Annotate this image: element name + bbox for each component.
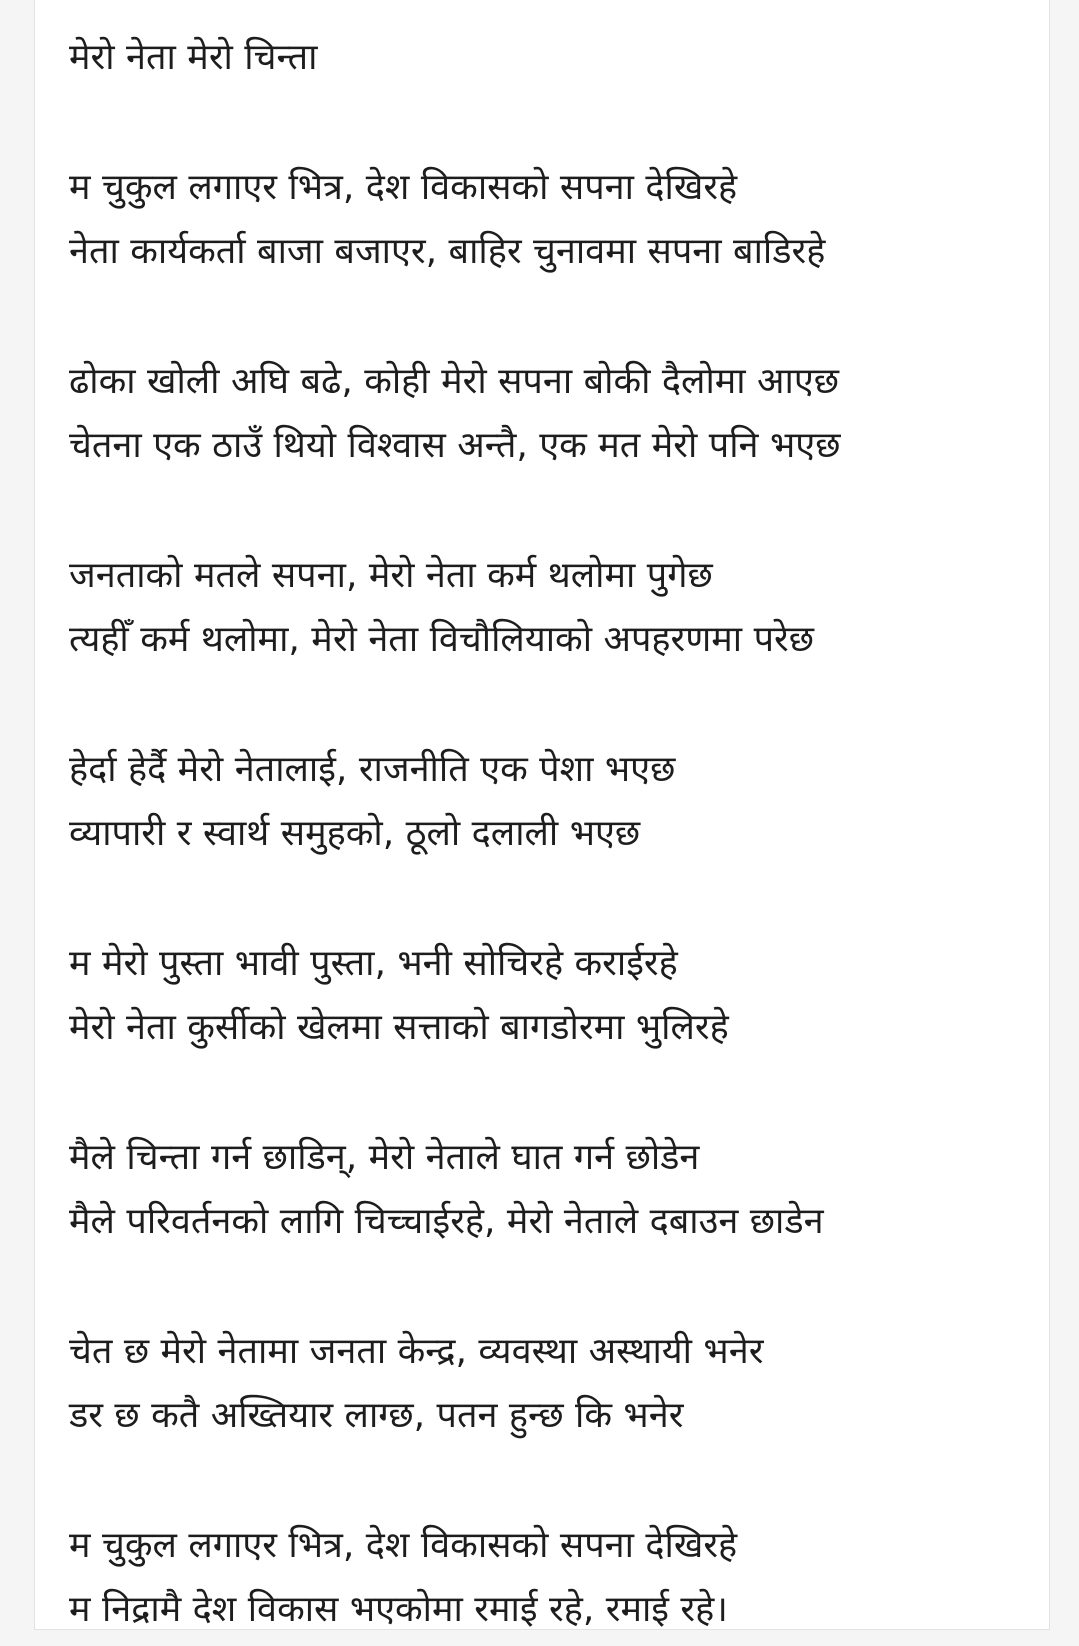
stanza (69, 1126, 1029, 1254)
poem-line: म चुकुल लगाएर भित्र, देश विकासको सपना देखिरहे (69, 1525, 738, 1566)
poem-line: त्यहीँ कर्म थलोमा, मेरो नेता विचौलियाको अपहरणमा परेछ (69, 619, 814, 660)
poem-line: चेतना एक ठाउँ थियो विश्वास अन्तै, एक मत मेरो पनि भएछ (69, 425, 841, 466)
poem-line: व्यापारी र स्वार्थ समुहको, ठूलो दलाली भएछ (69, 813, 641, 854)
poem-line: म चुकुल लगाएर भित्र, देश विकासको सपना देखिरहे (69, 167, 738, 208)
poem-line: ढोका खोली अघि बढे, कोही मेरो सपना बोकी दैलोमा आएछ (69, 361, 839, 402)
stanza (69, 544, 1029, 672)
stanza (69, 738, 1029, 866)
poem-line: नेता कार्यकर्ता बाजा बजाएर, बाहिर चुनावमा सपना बाडिरहे (69, 231, 826, 272)
poem-line: चेत छ मेरो नेतामा जनता केन्द्र, व्यवस्था अस्थायी भनेर (69, 1331, 764, 1372)
stanza (69, 350, 1029, 478)
stanza (69, 156, 1029, 284)
stanza (69, 932, 1029, 1060)
poem-line: मैले चिन्ता गर्न छाडिन्, मेरो नेताले घात गर्न छोडेन (69, 1137, 700, 1178)
poem-line: मेरो नेता कुर्सीको खेलमा सत्ताको बागडोरमा भुलिरहे (69, 1007, 729, 1048)
poem-line: हेर्दा हेर्दै मेरो नेतालाई, राजनीति एक पेशा भएछ (69, 749, 676, 790)
stanza (69, 1320, 1029, 1448)
poem-line: डर छ कतै अख्तियार लाग्छ, पतन हुन्छ कि भनेर (69, 1395, 684, 1436)
stanza (69, 1514, 1029, 1642)
poem-line: जनताको मतले सपना, मेरो नेता कर्म थलोमा पुगेछ (69, 555, 713, 596)
poem-title: मेरो नेता मेरो चिन्ता (69, 37, 318, 78)
poem-line: मैले परिवर्तनको लागि चिच्चाईरहे, मेरो नेताले दबाउन छाडेन (69, 1201, 824, 1242)
poem-line: म निद्रामै देश विकास भएकोमा रमाई रहे, रमाई रहे। (69, 1589, 728, 1630)
poem-body (69, 28, 1029, 1646)
poem-line: म मेरो पुस्ता भावी पुस्ता, भनी सोचिरहे कराईरहे (69, 943, 678, 984)
poem-card (34, 0, 1050, 1630)
